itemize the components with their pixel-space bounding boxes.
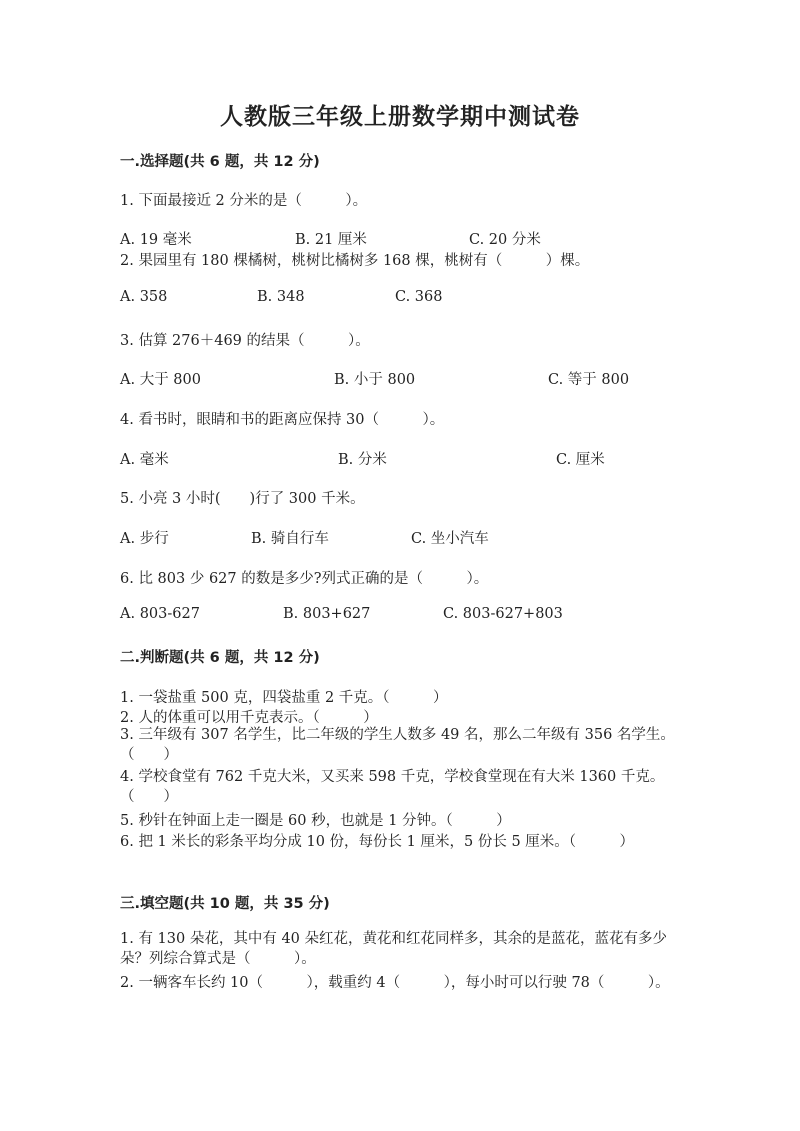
section-heading-choice: 一.选择题(共 6 题，共 12 分) (120, 154, 320, 170)
judgement-item: 2. 人的体重可以用千克表示。（ ） (120, 710, 378, 726)
judgement-item: 4. 学校食堂有 762 千克大米，又买来 598 千克，学校食堂现在有大米 1360 千克。（ ） (120, 769, 665, 805)
page-title: 人教版三年级上册数学期中测试卷 (220, 103, 580, 130)
section-heading-fill-in: 三.填空题(共 10 题，共 35 分) (120, 896, 330, 912)
question-text: 4. 看书时，眼睛和书的距离应保持 30（ ）。 (120, 412, 445, 428)
judgement-item: 1. 一袋盐重 500 克，四袋盐重 2 千克。（ ） (120, 690, 448, 706)
judgement-item: 5. 秒针在钟面上走一圈是 60 秒，也就是 1 分钟。（ ） (120, 813, 511, 829)
option-c: C. 20 分米 (469, 232, 541, 248)
judgement-item: 3. 三年级有 307 名学生，比二年级的学生人数多 49 名，那么二年级有 356 名学生。（ ） (120, 727, 675, 763)
option-a: A. 毫米 (120, 452, 169, 468)
question-text: 5. 小亮 3 小时( )行了 300 千米。 (120, 491, 365, 507)
judgement-item: 6. 把 1 米长的彩条平均分成 10 份，每份长 1 厘米，5 份长 5 厘米。（ ） (120, 834, 635, 850)
option-a: A. 19 毫米 (120, 232, 192, 248)
option-c: C. 368 (395, 289, 443, 305)
fill-in-item: 1. 有 130 朵花，其中有 40 朵红花，黄花和红花同样多，其余的是蓝花，蓝花有多少朵？列综合算式是（ ）。 (120, 931, 668, 967)
option-b: B. 348 (257, 289, 305, 305)
question-text: 1. 下面最接近 2 分米的是（ ）。 (120, 193, 368, 209)
option-c: C. 803-627+803 (443, 606, 563, 622)
question-text: 6. 比 803 少 627 的数是多少?列式正确的是（ ）。 (120, 571, 489, 587)
option-b: B. 21 厘米 (295, 232, 367, 248)
option-c: C. 厘米 (556, 452, 605, 468)
option-a: A. 步行 (120, 531, 169, 547)
section-heading-judgement: 二.判断题(共 6 题，共 12 分) (120, 650, 320, 666)
option-b: B. 803+627 (283, 606, 371, 622)
option-a: A. 大于 800 (120, 372, 201, 388)
option-a: A. 803-627 (120, 606, 200, 622)
option-b: B. 分米 (338, 452, 387, 468)
option-b: B. 骑自行车 (251, 531, 329, 547)
option-c: C. 坐小汽车 (411, 531, 489, 547)
question-text: 3. 估算 276＋469 的结果（ ）。 (120, 333, 370, 349)
fill-in-item: 2. 一辆客车长约 10（ ），载重约 4（ ），每小时可以行驶 78（ ）。 (120, 975, 670, 991)
option-c: C. 等于 800 (548, 372, 630, 388)
option-a: A. 358 (120, 289, 168, 305)
option-b: B. 小于 800 (334, 372, 416, 388)
question-text: 2. 果园里有 180 棵橘树，桃树比橘树多 168 棵，桃树有（ ）棵。 (120, 253, 590, 269)
